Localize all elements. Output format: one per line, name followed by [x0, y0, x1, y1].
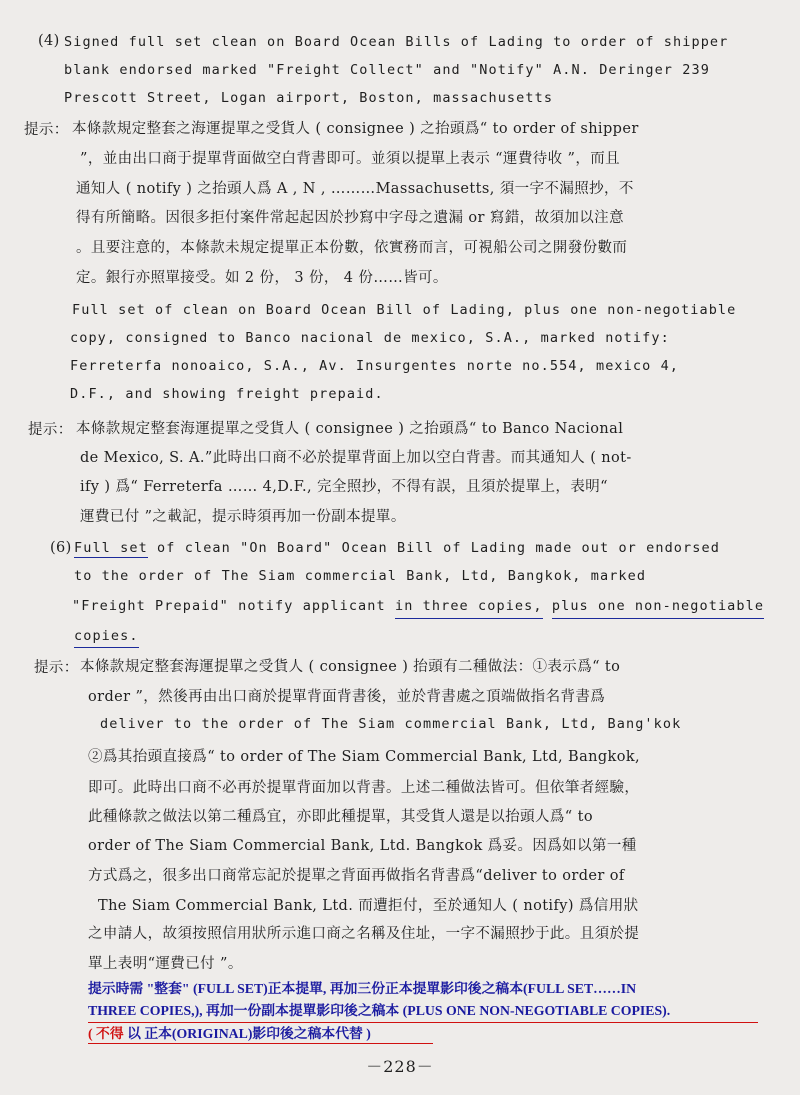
hint-3-line-8: 方式爲之，很多出口商常忘記於提單之背面再做指名背書爲“deliver to order of	[88, 868, 625, 884]
section-5-line-3: Ferreterfa nonoaico, S.A., Av. Insurgentes norte no.554, mexico 4,	[70, 358, 680, 374]
section-6-line-3	[72, 598, 764, 614]
hint-3-line-11: 單上表明“運費已付 ”。	[88, 956, 243, 972]
hint-2-line-4: 運費已付 ”之載記，提示時須再加一份副本提單。	[80, 509, 406, 525]
section-4-line-3: Prescott Street, Logan airport, Boston, massachusetts	[64, 90, 554, 106]
hint-3-label: 提示：	[34, 660, 79, 676]
hint-1-line-4: 得有所簡略。因很多拒付案件常起起因於抄寫中字母之遺漏 or 寫錯，故須加以注意	[76, 210, 624, 226]
annotation-line-1: 提示時需 "整套" (FULL SET)正本提單, 再加三份正本提單影印後之稿本(FULL SET……IN	[88, 981, 637, 996]
hint-3-line-5: 即可。此時出口商不必再於提單背面加以背書。上述二種做法皆可。但依筆者經驗，	[88, 780, 640, 796]
section-5-line-1: Full set of clean on Board Ocean Bill of Lading, plus one non-negotiable	[72, 302, 737, 318]
hint-3-line-4: ②爲其抬頭直接爲“ to order of The Siam Commercial Bank, Ltd, Bangkok,	[88, 749, 641, 765]
hint-3-line-3: deliver to the order of The Siam commercial Bank, Ltd, Bang'kok	[100, 716, 682, 732]
hint-3-line-10: 之申請人，故須按照信用狀所示進口商之名稱及住址，一字不漏照抄于此。且須於提	[88, 926, 640, 942]
section-4-line-2: blank endorsed marked "Freight Collect" and "Notify" A.N. Deringer 239	[64, 62, 710, 78]
hint-3-line-7: order of The Siam Commercial Bank, Ltd. Bangkok 爲妥。因爲如以第一種	[88, 838, 637, 854]
hint-2-line-1: 本條款規定整套海運提單之受貨人 ( consignee ) 之抬頭爲“ to Banco Nacional	[76, 421, 624, 437]
annotation-paren: (	[88, 1026, 97, 1041]
annotation-line-2: THREE COPIES,), 再加一份副本提單影印後之稿本 (PLUS ONE NON-NEGOTIABLE COPIES).	[88, 1000, 758, 1023]
hint-1-line-3: 通知人 ( notify ) 之抬頭人爲 A , N , ………Massachusetts, 須一字不漏照抄，不	[76, 181, 634, 197]
hint-1-line-1: 本條款規定整套之海運提單之受貨人 ( consignee ) 之抬頭爲“ to order of shipper	[72, 121, 639, 137]
hint-1-line-5: 。且要注意的，本條款未規定提單正本份數，依實務而言，可視船公司之開發份數而	[76, 240, 628, 256]
section-5-line-2: copy, consigned to Banco nacional de mexico, S.A., marked notify:	[70, 330, 670, 346]
hint-3-line-9: The Siam Commercial Bank, Ltd. 而遭拒付，至於通知人 ( notify) 爲信用狀	[98, 898, 639, 914]
page-number: －228－	[366, 1057, 434, 1076]
hint-2-label: 提示：	[28, 422, 73, 438]
hint-3-line-6: 此種條款之做法以第二種爲宜，亦即此種提單，其受貨人還是以抬頭人爲“ to	[88, 809, 593, 825]
annotation-note	[88, 978, 778, 1044]
hint-3-line-2: order ”，然後再由出口商於提單背面背書後，並於背書處之頂端做指名背書爲	[88, 689, 606, 705]
section-6-line-3-start: "Freight Prepaid" notify applicant	[72, 598, 395, 614]
section-6-copies-underlined: copies.	[74, 628, 139, 648]
section-6-plus-one-underlined: plus one non-negotiable	[552, 598, 764, 619]
section-4-line-1: Signed full set clean on Board Ocean Bills of Lading to order of shipper	[64, 34, 729, 50]
section-6-line-1	[74, 540, 720, 556]
hint-1-line-6: 定。銀行亦照單接受。如 2 份， 3 份， 4 份……皆可。	[76, 270, 448, 286]
section-6-line-2: to the order of The Siam commercial Bank, Ltd, Bangkok, marked	[74, 568, 647, 584]
hint-2-line-2: de Mexico, S. A.”此時出口商不必於提單背面上加以空白背書。而其通知人 ( not-	[80, 450, 632, 466]
annotation-not-allowed: 不得	[96, 1026, 124, 1041]
section-6-three-copies-underlined: in three copies,	[395, 598, 543, 619]
hint-3-line-1: 本條款規定整套海運提單之受貨人 ( consignee ) 抬頭有二種做法：①表示爲“ to	[80, 659, 621, 675]
hint-1-label: 提示：	[24, 122, 69, 138]
section-6-line-4	[74, 628, 139, 644]
section-4-number: (4)	[38, 33, 60, 49]
section-5-line-4: D.F., and showing freight prepaid.	[70, 386, 384, 402]
annotation-line-3-rest: 以 正本(ORIGINAL)影印後之稿本代替 )	[123, 1026, 371, 1041]
hint-2-line-3: ify ) 爲“ Ferreterfa …… 4,D.F., 完全照抄，不得有誤，且須於提單上，表明“	[80, 479, 608, 495]
section-6-full-set-underlined: Full set	[74, 540, 148, 556]
hint-1-line-2: ”，並由出口商于提單背面做空白背書即可。並須以提單上表示 “運費待收 ”，而且	[80, 151, 621, 167]
section-6-number: (6)	[50, 540, 72, 556]
section-6-line-1-rest: of clean "On Board" Ocean Bill of Lading made out or endorsed	[147, 540, 720, 556]
annotation-line-3	[88, 1023, 778, 1045]
